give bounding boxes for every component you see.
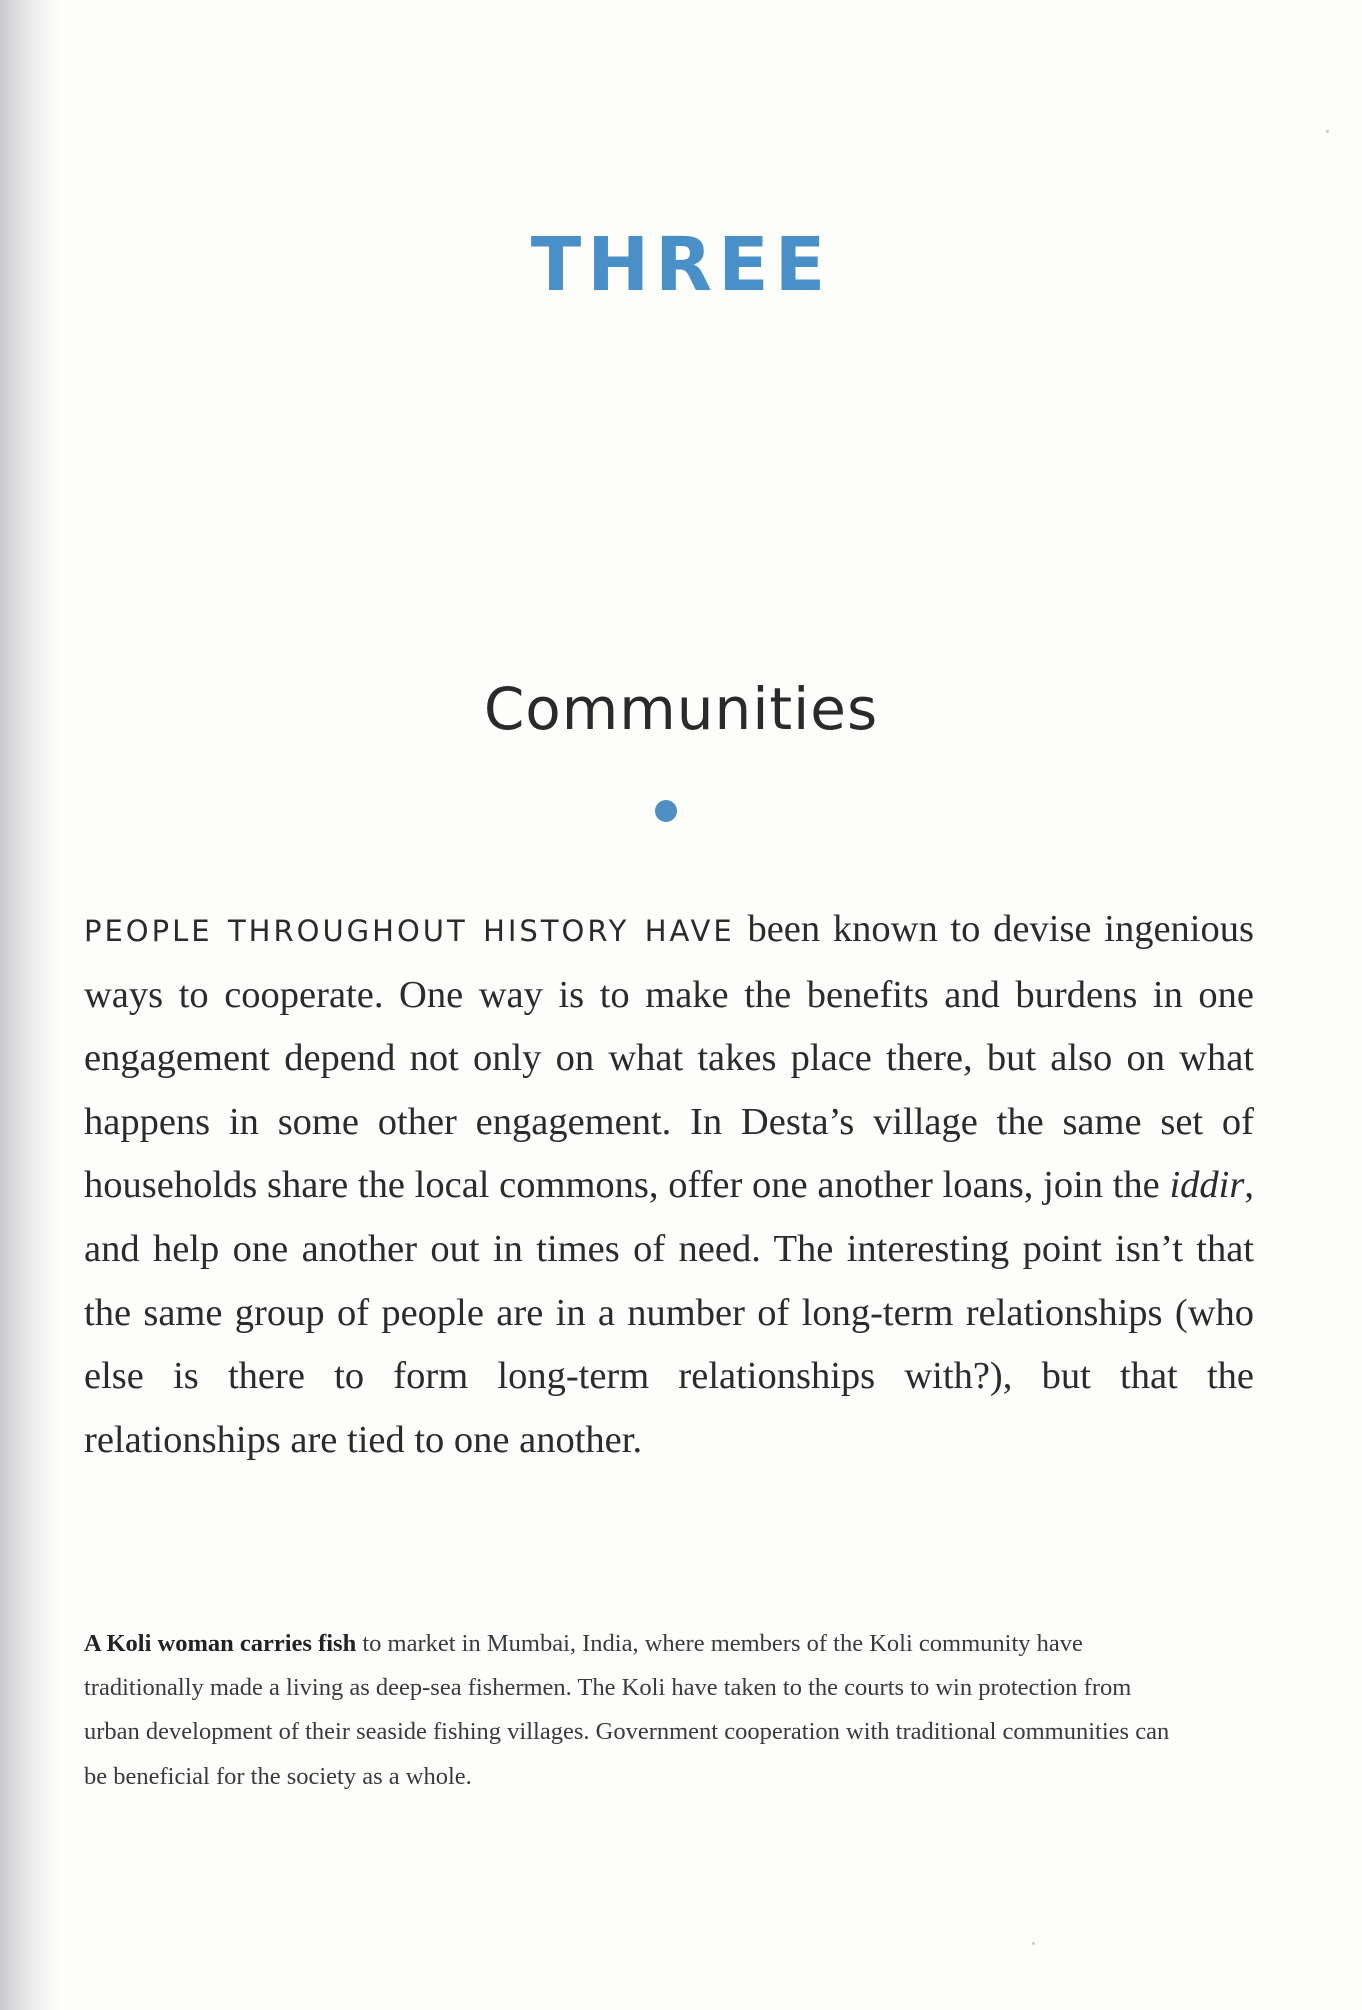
chapter-title: Communities xyxy=(483,675,879,743)
body-text-part-1: been known to devise ingenious ways to cooperate. One way is to make the benefits and burdens in one engagement depend not only on what takes place there, but also on what happens in some other engagement. In Desta’s village the same set of households share the local commons, offer one another loans, join the xyxy=(84,908,1254,1207)
body-italic-term: iddir xyxy=(1169,1164,1245,1207)
body-text-part-2: , and help one another out in times of need. The interesting point isn’t that the same group of people are in a number of long-term relationships (who else is there to form long-term relationships with?), but that the relationships are tied to one another. xyxy=(84,1164,1254,1461)
chapter-number: THREE xyxy=(530,222,832,308)
caption-lead-in: A Koli woman carries fish xyxy=(84,1630,357,1657)
body-lead-in: PEOPLE THROUGHOUT HISTORY HAVE xyxy=(84,914,735,948)
caption-text: to market in Mumbai, India, where members of the Koli community have traditionally made a living as deep-sea fishermen. The Koli have taken to the courts to win protection from urban development of their seaside fishing villages. Government cooperation with traditional communities can be beneficial for the society as a whole. xyxy=(84,1630,1170,1790)
ornament-dot-icon xyxy=(655,800,677,822)
photo-caption xyxy=(84,1622,1174,1799)
paper-speck xyxy=(1326,130,1329,133)
body-paragraph xyxy=(84,898,1254,1472)
paper-speck xyxy=(1032,1942,1035,1945)
